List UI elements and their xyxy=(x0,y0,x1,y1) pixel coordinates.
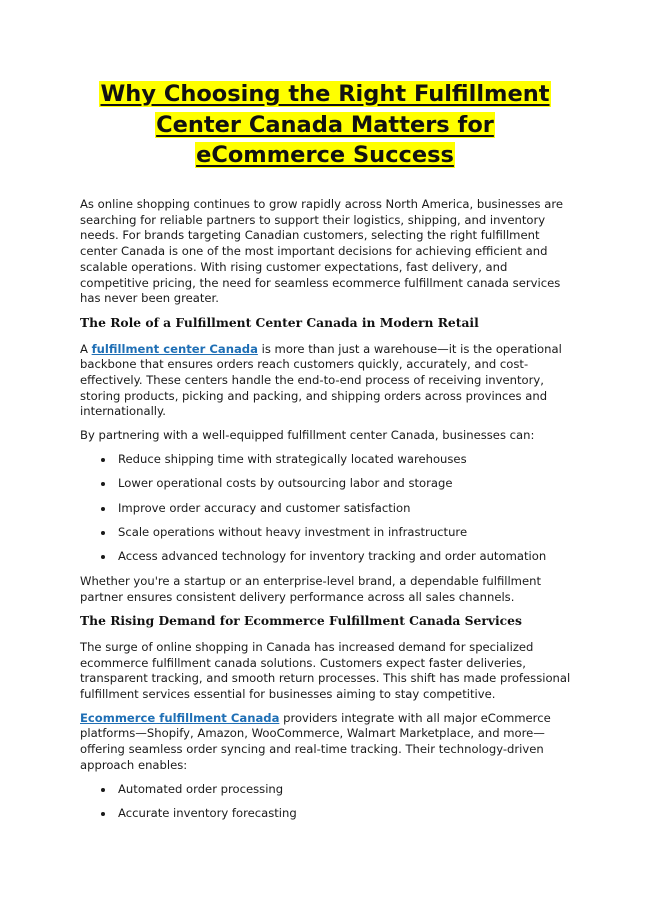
title-line-1: Why Choosing the Right Fulfillment xyxy=(100,81,550,107)
list-item: Scale operations without heavy investment in infrastructure xyxy=(80,525,576,541)
role-paragraph-prefix: A xyxy=(80,341,92,356)
role-paragraph xyxy=(80,342,576,421)
list-item: Automated order processing xyxy=(80,782,576,798)
list-item: Access advanced technology for inventory tracking and order automation xyxy=(80,549,576,565)
section-heading-demand: The Rising Demand for Ecommerce Fulfillment Canada Services xyxy=(80,613,522,629)
list-item: Accurate inventory forecasting xyxy=(80,806,576,822)
section-heading-role: The Role of a Fulfillment Center Canada in Modern Retail xyxy=(80,314,479,330)
title-line-2: Center Canada Matters for xyxy=(156,111,494,138)
providers-paragraph-rest: providers integrate with all major eCommerce platforms—Shopify, Amazon, WooCommerce, Walmart Marketplace, and more—offering seamless order syncing and real-time tracking. Their technology-driven approach enables: xyxy=(80,710,551,772)
ecommerce-fulfillment-canada-link[interactable]: Ecommerce fulfillment Canada xyxy=(80,710,280,725)
role-paragraph-rest: is more than just a warehouse—it is the operational backbone that ensures orders reach customers quickly, accurately, and cost-effectively. These centers handle the end-to-end process of receiving inventory, storing products, picking and packing, and shipping orders across provinces and internationally. xyxy=(80,341,562,419)
title-line-3: eCommerce Success xyxy=(196,142,454,168)
enables-list xyxy=(80,782,576,822)
benefits-list xyxy=(80,452,576,565)
startup-paragraph: Whether you're a startup or an enterprise-level brand, a dependable fulfillment partner ensures consistent delivery performance across all sales channels. xyxy=(80,573,542,604)
providers-paragraph xyxy=(80,711,576,774)
fulfillment-center-canada-link[interactable]: fulfillment center Canada xyxy=(91,341,258,356)
demand-paragraph: The surge of online shopping in Canada has increased demand for specialized ecommerce fulfillment canada solutions. Customers expect faster deliveries, transparent tracking, and smooth return processes. This shift has made professional fulfillment services essential for businesses aiming to stay competitive. xyxy=(80,639,571,702)
page-title xyxy=(60,79,590,171)
list-item: Reduce shipping time with strategically located warehouses xyxy=(80,452,576,468)
partnering-paragraph: By partnering with a well-equipped fulfillment center Canada, businesses can: xyxy=(80,428,535,443)
list-item: Lower operational costs by outsourcing labor and storage xyxy=(80,476,576,492)
intro-paragraph: As online shopping continues to grow rapidly across North America, businesses are searching for reliable partners to support their logistics, shipping, and inventory needs. For brands targeting Canadian customers, selecting the right fulfillment center Canada is one of the most important decisions for achieving efficient and scalable operations. With rising customer expectations, fast delivery, and competitive pricing, the need for seamless ecommerce fulfillment canada services has never been greater. xyxy=(80,197,563,306)
article-body xyxy=(80,197,576,830)
list-item: Improve order accuracy and customer satisfaction xyxy=(80,501,576,517)
